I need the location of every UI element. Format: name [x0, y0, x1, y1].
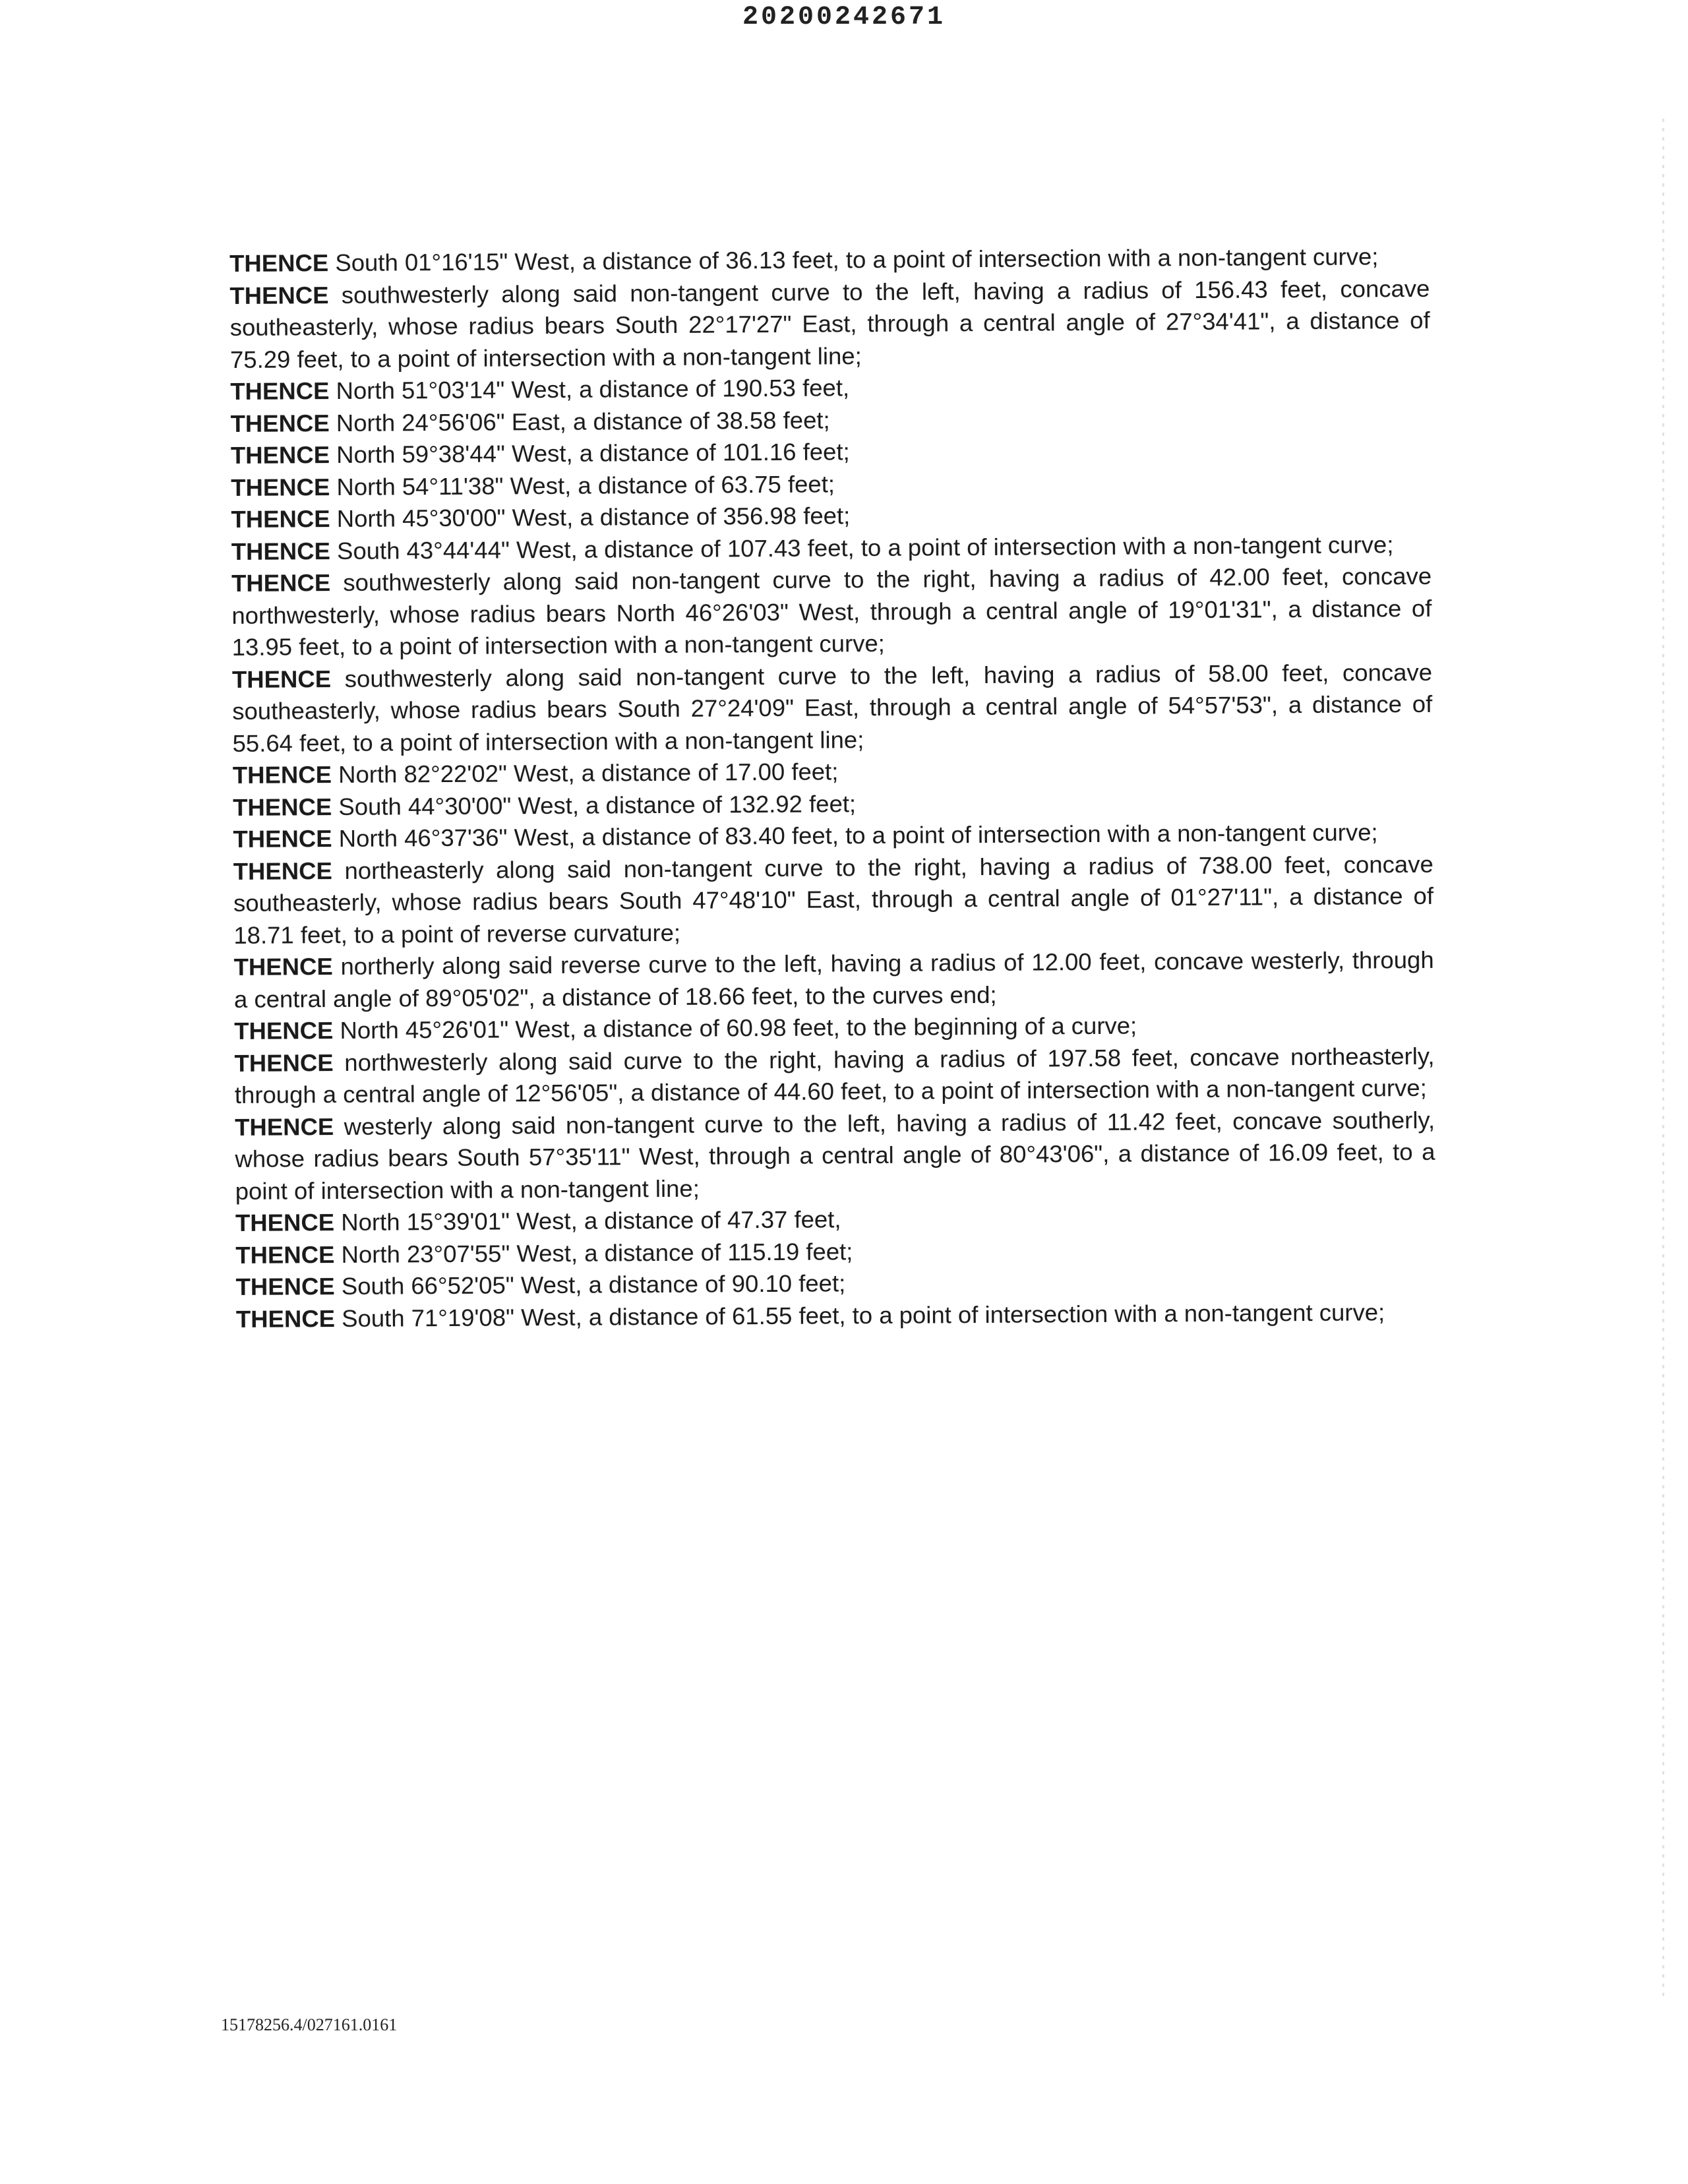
scan-edge-artifact: [1662, 119, 1664, 1998]
thence-keyword: THENCE: [235, 1273, 335, 1300]
course-text: northwesterly along said curve to the right, having a radius of 197.58 feet, concave northeasterly, through a central angle of 12°56'05", a distance of 44.60 feet, to a point of intersection with a non-tangent curve;: [234, 1042, 1435, 1108]
thence-keyword: THENCE: [229, 249, 329, 277]
course-text: North 23°07'55" West, a distance of 115.19 feet;: [341, 1237, 853, 1268]
course-text: North 51°03'14" West, a distance of 190.53 feet,: [336, 374, 850, 405]
thence-keyword: THENCE: [231, 569, 331, 597]
thence-keyword: THENCE: [231, 473, 330, 501]
thence-keyword: THENCE: [234, 1048, 334, 1077]
thence-keyword: THENCE: [233, 953, 333, 981]
course-paragraph: [235, 1104, 1435, 1207]
thence-keyword: THENCE: [231, 665, 332, 693]
thence-keyword: THENCE: [229, 281, 329, 309]
course-paragraph: [234, 944, 1435, 1016]
thence-keyword: THENCE: [235, 1304, 336, 1333]
thence-keyword: THENCE: [232, 761, 332, 789]
course-text: South 44°30'00" West, a distance of 132.92 feet;: [338, 789, 857, 820]
course-text: North 15°39'01" West, a distance of 47.37 feet,: [341, 1205, 841, 1236]
course-text: southwesterly along said non-tangent curve to the right, having a radius of 42.00 feet, concave northwesterly, whose radius bears North 46°26'03" West, through a central angle of 19°01'31", a distance of 13.95 feet, to a point of intersection with a non-tangent curve;: [231, 562, 1432, 661]
course-text: South 43°44'44" West, a distance of 107.43 feet, to a point of intersection with a non-tangent curve;: [336, 530, 1394, 564]
course-text: North 82°22'02" West, a distance of 17.00 feet;: [338, 758, 839, 789]
thence-keyword: THENCE: [233, 857, 332, 885]
course-text: South 01°16'15" West, a distance of 36.13 feet, to a point of intersection with a non-tangent curve;: [335, 243, 1379, 277]
course-text: southwesterly along said non-tangent curve to the left, having a radius of 156.43 feet, concave southeasterly, whose radius bears South 22°17'27" East, through a central angle of 27°34'41", a distance of 75.29 feet, to a point of intersection with a non-tangent line;: [229, 274, 1430, 373]
thence-keyword: THENCE: [235, 1240, 335, 1269]
course-paragraph: [236, 1296, 1436, 1335]
course-paragraph: [232, 656, 1433, 760]
course-text: North 59°38'44" West, a distance of 101.16 feet;: [336, 438, 850, 469]
thence-keyword: THENCE: [230, 377, 330, 405]
course-text: South 71°19'08" West, a distance of 61.55 feet, to a point of intersection with a non-tangent curve;: [342, 1298, 1385, 1332]
course-paragraph: [234, 1040, 1435, 1111]
course-paragraph: [231, 561, 1432, 664]
course-paragraph: [233, 848, 1434, 952]
legal-description-body: [229, 241, 1436, 1335]
course-text: South 66°52'05" West, a distance of 90.10 feet;: [341, 1269, 846, 1300]
course-text: southwesterly along said non-tangent curve to the left, having a radius of 58.00 feet, concave southeasterly, whose radius bears South 27°24'09" East, through a central angle of 54°57'53", a distance of 55.64 feet, to a point of intersection with a non-tangent line;: [232, 658, 1433, 757]
document-number: 20200242671: [742, 3, 946, 32]
course-text: North 45°26'01" West, a distance of 60.98 feet, to the beginning of a curve;: [340, 1012, 1137, 1044]
thence-keyword: THENCE: [230, 409, 330, 437]
course-text: westerly along said non-tangent curve to the left, having a radius of 11.42 feet, concave southerly, whose radius bears South 57°35'11" West, through a central angle of 80°43'06", a distance of 16.09 feet, to a point of intersection with a non-tangent line;: [235, 1106, 1435, 1205]
course-text: North 45°30'00" West, a distance of 356.98 feet;: [336, 502, 851, 533]
footer-file-id: 15178256.4/027161.0161: [221, 2015, 398, 2034]
thence-keyword: THENCE: [233, 793, 332, 821]
course-text: North 54°11'38" West, a distance of 63.75 feet;: [336, 470, 835, 501]
course-text: northeasterly along said non-tangent curve to the right, having a radius of 738.00 feet, concave southeasterly, whose radius bears South 47°48'10" East, through a central angle of 01°27'11", a distance of 18.71 feet, to a point of reverse curvature;: [233, 850, 1434, 949]
thence-keyword: THENCE: [233, 825, 332, 853]
thence-keyword: THENCE: [231, 537, 331, 565]
thence-keyword: THENCE: [230, 441, 330, 469]
course-text: North 46°37'36" West, a distance of 83.40 feet, to a point of intersection with a non-tangent curve;: [338, 818, 1378, 853]
thence-keyword: THENCE: [235, 1112, 334, 1141]
course-paragraph: [229, 272, 1430, 376]
thence-keyword: THENCE: [235, 1209, 335, 1236]
thence-keyword: THENCE: [234, 1017, 334, 1045]
course-text: North 24°56'06" East, a distance of 38.58 feet;: [336, 406, 830, 437]
thence-keyword: THENCE: [231, 505, 330, 533]
course-text: northerly along said reverse curve to the left, having a radius of 12.00 feet, concave westerly, through a central angle of 89°05'02", a distance of 18.66 feet, to the curves end;: [233, 946, 1434, 1013]
